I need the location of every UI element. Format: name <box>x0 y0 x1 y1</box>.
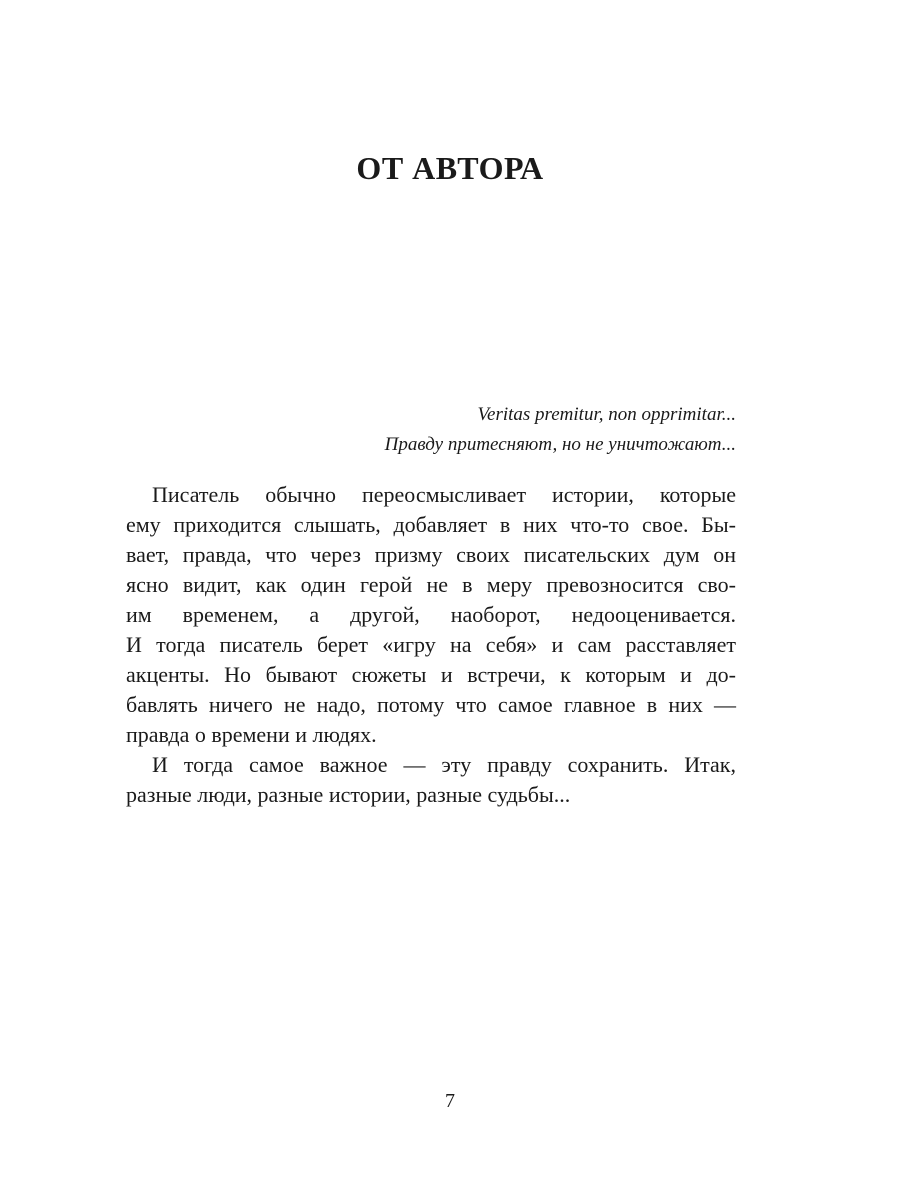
text-line: им временем, а другой, наоборот, недооценивается. <box>126 602 736 627</box>
text-line: И тогда писатель берет «игру на себя» и сам расставляет <box>126 632 736 657</box>
text-line: разные люди, разные истории, разные судьбы... <box>126 782 571 807</box>
text-line: акценты. Но бывают сюжеты и встречи, к которым и до- <box>126 662 736 687</box>
text-line: ему приходится слышать, добавляет в них что-то свое. Бы- <box>126 512 736 537</box>
body-text <box>126 480 736 810</box>
epigraph <box>385 400 736 460</box>
chapter-title: ОТ АВТОРА <box>356 150 544 186</box>
paragraph-2 <box>126 750 736 810</box>
text-line: Писатель обычно переосмысливает истории, которые <box>152 482 736 507</box>
text-line: И тогда самое важное — эту правду сохранить. Итак, <box>152 752 736 777</box>
text-line: ясно видит, как один герой не в меру превозносится сво- <box>126 572 736 597</box>
text-line: вает, правда, что через призму своих писательских дум он <box>126 542 736 567</box>
text-line: бавлять ничего не надо, потому что самое главное в них — <box>126 692 736 717</box>
paragraph-1 <box>126 480 736 750</box>
text-line: правда о времени и людях. <box>126 722 377 747</box>
page-number: 7 <box>445 1090 455 1112</box>
epigraph-latin: Veritas premitur, non opprimitar... <box>477 404 736 425</box>
epigraph-translation: Правду притесняют, но не уничтожают... <box>384 434 736 455</box>
